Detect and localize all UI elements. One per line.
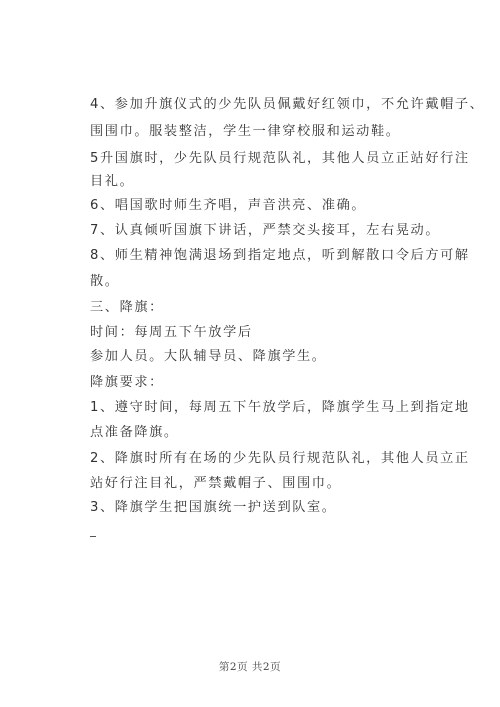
requirement-1-line-2: 点准备降旗。 [90, 425, 179, 440]
section-heading: 三、降旗： [90, 300, 164, 315]
requirement-2-line-2: 站好行注目礼，严禁戴帽子、围围巾。 [90, 476, 342, 491]
requirements-heading: 降旗要求： [90, 375, 164, 390]
paragraph-4-line-1: 4、参加升旗仪式的少先队员佩戴好红领巾，不允许戴帽子、 [90, 97, 485, 112]
requirement-3: 3、降旗学生把国旗统一护送到队室。 [90, 500, 337, 515]
paragraph-5-line-1: 5升国旗时，少先队员行规范队礼，其他人员立正站好行注 [90, 151, 470, 166]
paragraph-8-line-1: 8、师生精神饱满退场到指定地点，听到解散口令后方可解 [90, 248, 470, 263]
page-footer: 第2页 共2页 [218, 661, 282, 673]
paragraph-4-line-2: 围围巾。服装整洁，学生一律穿校服和运动鞋。 [90, 124, 401, 139]
paragraph-7: 7、认真倾听国旗下讲话，严禁交头接耳，左右晃动。 [90, 223, 441, 238]
time-line: 时间：每周五下午放学后 [90, 325, 253, 340]
requirement-1-line-1: 1、遵守时间，每周五下午放学后，降旗学生马上到指定地 [90, 400, 470, 415]
paragraph-5-line-2: 目礼。 [90, 174, 135, 189]
paragraph-6: 6、唱国歌时师生齐唱，声音洪亮、准确。 [90, 198, 367, 213]
requirement-2-line-1: 2、降旗时所有在场的少先队员行规范队礼，其他人员立正 [90, 451, 470, 466]
participants-line: 参加人员。大队辅导员、降旗学生。 [90, 349, 327, 364]
dash-mark [90, 536, 96, 537]
paragraph-8-line-2: 散。 [90, 274, 120, 289]
